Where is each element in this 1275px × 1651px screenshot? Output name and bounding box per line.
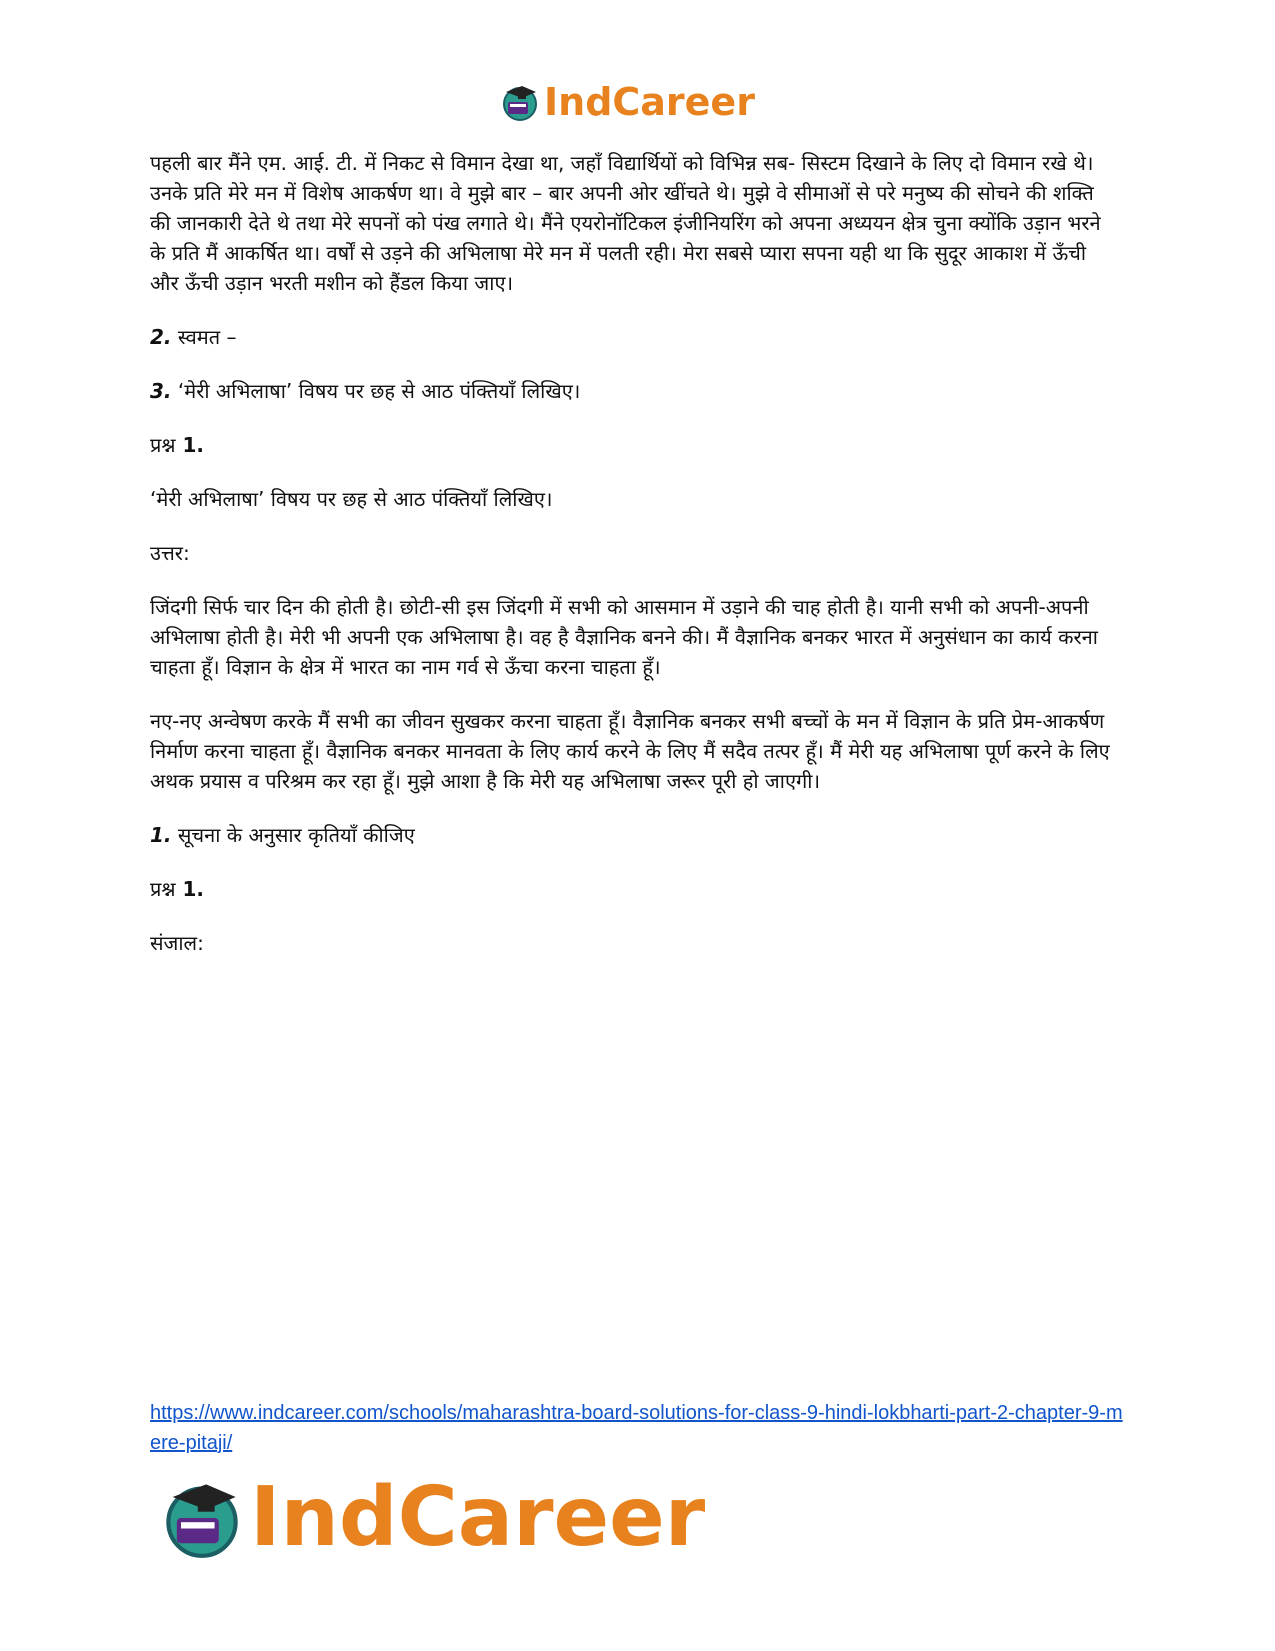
prashn-word-2: प्रश्न xyxy=(150,877,176,901)
prashn-number-2: 1. xyxy=(175,877,205,901)
answer-paragraph-1: जिंदगी सिर्फ चार दिन की होती है। छोटी-सी इस जिंदगी में सभी को आसमान में उड़ाने की चाह होती है। यानी सभी को अपनी-अपनी अभिलाषा होती है। मेरी भी अपनी एक अभिलाषा है। वह है वैज्ञानिक बनने की। मैं वैज्ञानिक बनकर भारत में अनुसंधान का कार्य करना चाहता हूँ। विज्ञान के क्षेत्र में भारत का नाम गर्व से ऊँचा करना चाहता हूँ। xyxy=(150,595,1098,679)
brand-name: IndCareer xyxy=(544,80,755,124)
document-body xyxy=(150,148,1120,982)
question-2-text: स्वमत – xyxy=(171,325,237,349)
question-2-heading xyxy=(150,322,1120,352)
footer-logo xyxy=(160,1470,705,1565)
answer-paragraph-2: नए-नए अन्वेषण करके मैं सभी का जीवन सुखकर करना चाहता हूँ। वैज्ञानिक बनकर सभी बच्चों के मन में विज्ञान के प्रति प्रेम-आकर्षण निर्माण करना चाहता हूँ। वैज्ञानिक बनकर मानवता के लिए कार्य करने के लिए मैं सदैव तत्पर हूँ। मैं मेरी यह अभिलाषा पूर्ण करने के लिए अथक प्रयास व परिश्रम कर रहा हूँ। मुझे आशा है कि मेरी यह अभिलाषा जरूर पूरी हो जाएगी। xyxy=(150,709,1110,793)
intro-paragraph: पहली बार मैंने एम. आई. टी. में निकट से विमान देखा था, जहाँ विद्यार्थियों को विभिन्न सब- सिस्टम दिखाने के लिए दो विमान रखे थे। उनके प्रति मेरे मन में विशेष आकर्षण था। वे मुझे बार – बार अपनी ओर खींचते थे। मुझे वे सीमाओं से परे मनुष्य की सोचने की शक्ति की जानकारी देते थे तथा मेरे सपनों को पंख लगाते थे। मैंने एयरोनॉटिकल इंजीनियरिंग को अपना अध्ययन क्षेत्र चुना क्योंकि उड़ान भरने के प्रति मैं आकर्षित था। वर्षों से उड़ने की अभिलाषा मेरे मन में पलती रही। मेरा सबसे प्यारा सपना यही था कि सुदूर आकाश में ऊँची और ऊँची उड़ान भरती मशीन को हैंडल किया जाए। xyxy=(150,151,1101,295)
prashn-number: 1. xyxy=(175,433,205,457)
sanjal-label: संजाल: xyxy=(150,931,204,955)
question-2-number: 2. xyxy=(150,325,172,349)
question-3-heading xyxy=(150,376,1120,406)
header-logo xyxy=(500,80,755,124)
question-3-number: 3. xyxy=(150,379,172,403)
question-text: ‘मेरी अभिलाषा’ विषय पर छह से आठ पंक्तियाँ लिखिए। xyxy=(150,487,553,511)
section-1-number: 1. xyxy=(150,823,172,847)
section-1-heading xyxy=(150,820,1120,850)
prashn-label xyxy=(150,430,1120,460)
answer-label: उत्तर: xyxy=(150,541,190,565)
source-url-link[interactable]: https://www.indcareer.com/schools/maharashtra-board-solutions-for-class-9-hindi-lokbharti-part-2-chapter-9-mere-pitaji/ xyxy=(150,1402,1123,1454)
question-3-text: ‘मेरी अभिलाषा’ विषय पर छह से आठ पंक्तियाँ लिखिए। xyxy=(171,379,581,403)
graduation-globe-icon xyxy=(160,1476,244,1560)
graduation-globe-icon xyxy=(500,82,540,122)
section-1-text: सूचना के अनुसार कृतियाँ कीजिए xyxy=(171,823,415,847)
footer-brand-name: IndCareer xyxy=(250,1470,706,1565)
prashn-label-2 xyxy=(150,874,1120,904)
prashn-word: प्रश्न xyxy=(150,433,176,457)
